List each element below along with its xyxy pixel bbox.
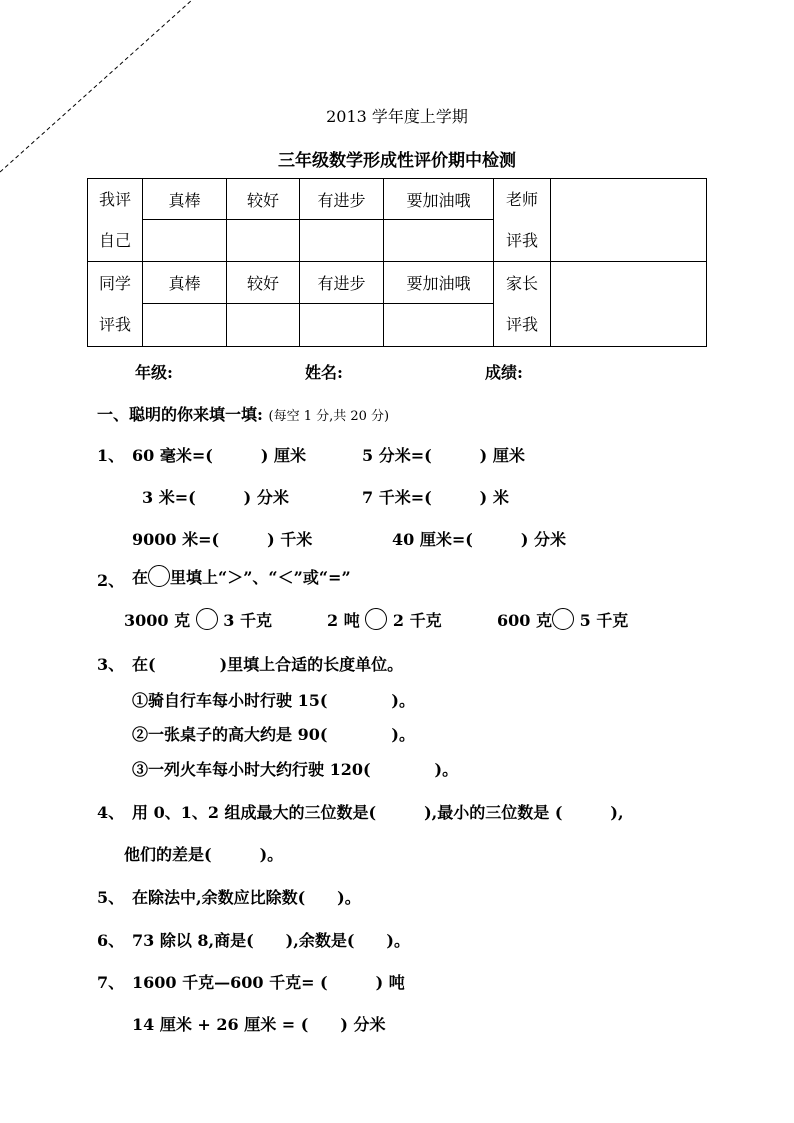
q3-instruction: 在( )里填上合适的长度单位。 bbox=[132, 655, 404, 674]
q4-line1: 用 0、1、2 组成最大的三位数是( ),最小的三位数是 ( ), bbox=[132, 803, 624, 822]
section1-heading bbox=[97, 402, 389, 425]
evaluation-table bbox=[87, 178, 707, 347]
teacher-eval-label: 老师 评我 bbox=[494, 179, 551, 262]
q3-item-c: ③一列火车每小时大约行驶 120( )。 bbox=[132, 760, 459, 779]
q2-number: 2、 bbox=[97, 571, 125, 590]
section1-note: (每空 1 分,共 20 分) bbox=[268, 409, 390, 424]
exam-title: 三年级数学形成性评价期中检测 bbox=[278, 151, 516, 171]
peer-check-improved[interactable] bbox=[300, 303, 384, 346]
parent-eval-box[interactable] bbox=[551, 262, 707, 347]
peer-check-keep-going[interactable] bbox=[384, 303, 494, 346]
q2-item-a: 3000 克 3 千克 bbox=[124, 608, 272, 631]
q6-number: 6、 bbox=[97, 931, 125, 950]
year-title: 2013 学年度上学期 bbox=[326, 107, 468, 126]
q1-item-b: 5 分米=( ) 厘米 bbox=[362, 446, 525, 465]
rating-improved: 有进步 bbox=[300, 262, 384, 303]
q4-line2: 他们的差是( )。 bbox=[124, 845, 284, 864]
self-check-keep-going[interactable] bbox=[384, 220, 494, 262]
q1-item-c: 3 米=( ) 分米 bbox=[142, 488, 289, 507]
peer-eval-label: 同学 评我 bbox=[88, 262, 143, 347]
q3-item-b: ②一张桌子的高大约是 90( )。 bbox=[132, 725, 415, 744]
q1-item-d: 7 千米=( ) 米 bbox=[362, 488, 509, 507]
rating-keep-going: 要加油哦 bbox=[384, 179, 494, 220]
self-check-great[interactable] bbox=[143, 220, 227, 262]
section1-title: 一、聪明的你来填一填: bbox=[97, 405, 263, 424]
q3-number: 3、 bbox=[97, 655, 125, 674]
parent-eval-label: 家长 评我 bbox=[494, 262, 551, 347]
rating-great: 真棒 bbox=[143, 179, 227, 220]
q1-number: 1、 bbox=[97, 446, 125, 465]
answer-circle[interactable] bbox=[196, 608, 218, 630]
score-label: 成绩: bbox=[485, 363, 523, 382]
q5-text: 在除法中,余数应比除数( )。 bbox=[132, 888, 361, 907]
q1-item-f: 40 厘米=( ) 分米 bbox=[392, 530, 566, 549]
name-label: 姓名: bbox=[305, 363, 343, 382]
q5-number: 5、 bbox=[97, 888, 125, 907]
blank-circle-icon bbox=[148, 565, 170, 587]
self-eval-label: 我评 自己 bbox=[88, 179, 143, 262]
q4-number: 4、 bbox=[97, 803, 125, 822]
q2-instruction: 在 里填上“＞”、“＜”或“=” bbox=[132, 565, 351, 588]
self-check-improved[interactable] bbox=[300, 220, 384, 262]
q7-number: 7、 bbox=[97, 973, 125, 992]
peer-check-great[interactable] bbox=[143, 303, 227, 346]
q6-text: 73 除以 8,商是( ),余数是( )。 bbox=[132, 931, 410, 950]
answer-circle[interactable] bbox=[552, 608, 574, 630]
rating-good: 较好 bbox=[227, 262, 300, 303]
answer-circle[interactable] bbox=[365, 608, 387, 630]
rating-good: 较好 bbox=[227, 179, 300, 220]
q7-item-a: 1600 千克—600 千克= ( ) 吨 bbox=[132, 973, 405, 992]
rating-great: 真棒 bbox=[143, 262, 227, 303]
teacher-eval-box[interactable] bbox=[551, 179, 707, 262]
q1-item-e: 9000 米=( ) 千米 bbox=[132, 530, 313, 549]
q7-item-b: 14 厘米 + 26 厘米 = ( ) 分米 bbox=[132, 1015, 386, 1034]
q2-item-b: 2 吨 2 千克 bbox=[327, 608, 442, 631]
q2-item-c: 600 克 5 千克 bbox=[497, 608, 628, 631]
self-check-good[interactable] bbox=[227, 220, 300, 262]
peer-check-good[interactable] bbox=[227, 303, 300, 346]
rating-keep-going: 要加油哦 bbox=[384, 262, 494, 303]
q3-item-a: ①骑自行车每小时行驶 15( )。 bbox=[132, 691, 415, 710]
q1-item-a: 60 毫米=( ) 厘米 bbox=[132, 446, 306, 465]
grade-label: 年级: bbox=[135, 363, 173, 382]
rating-improved: 有进步 bbox=[300, 179, 384, 220]
